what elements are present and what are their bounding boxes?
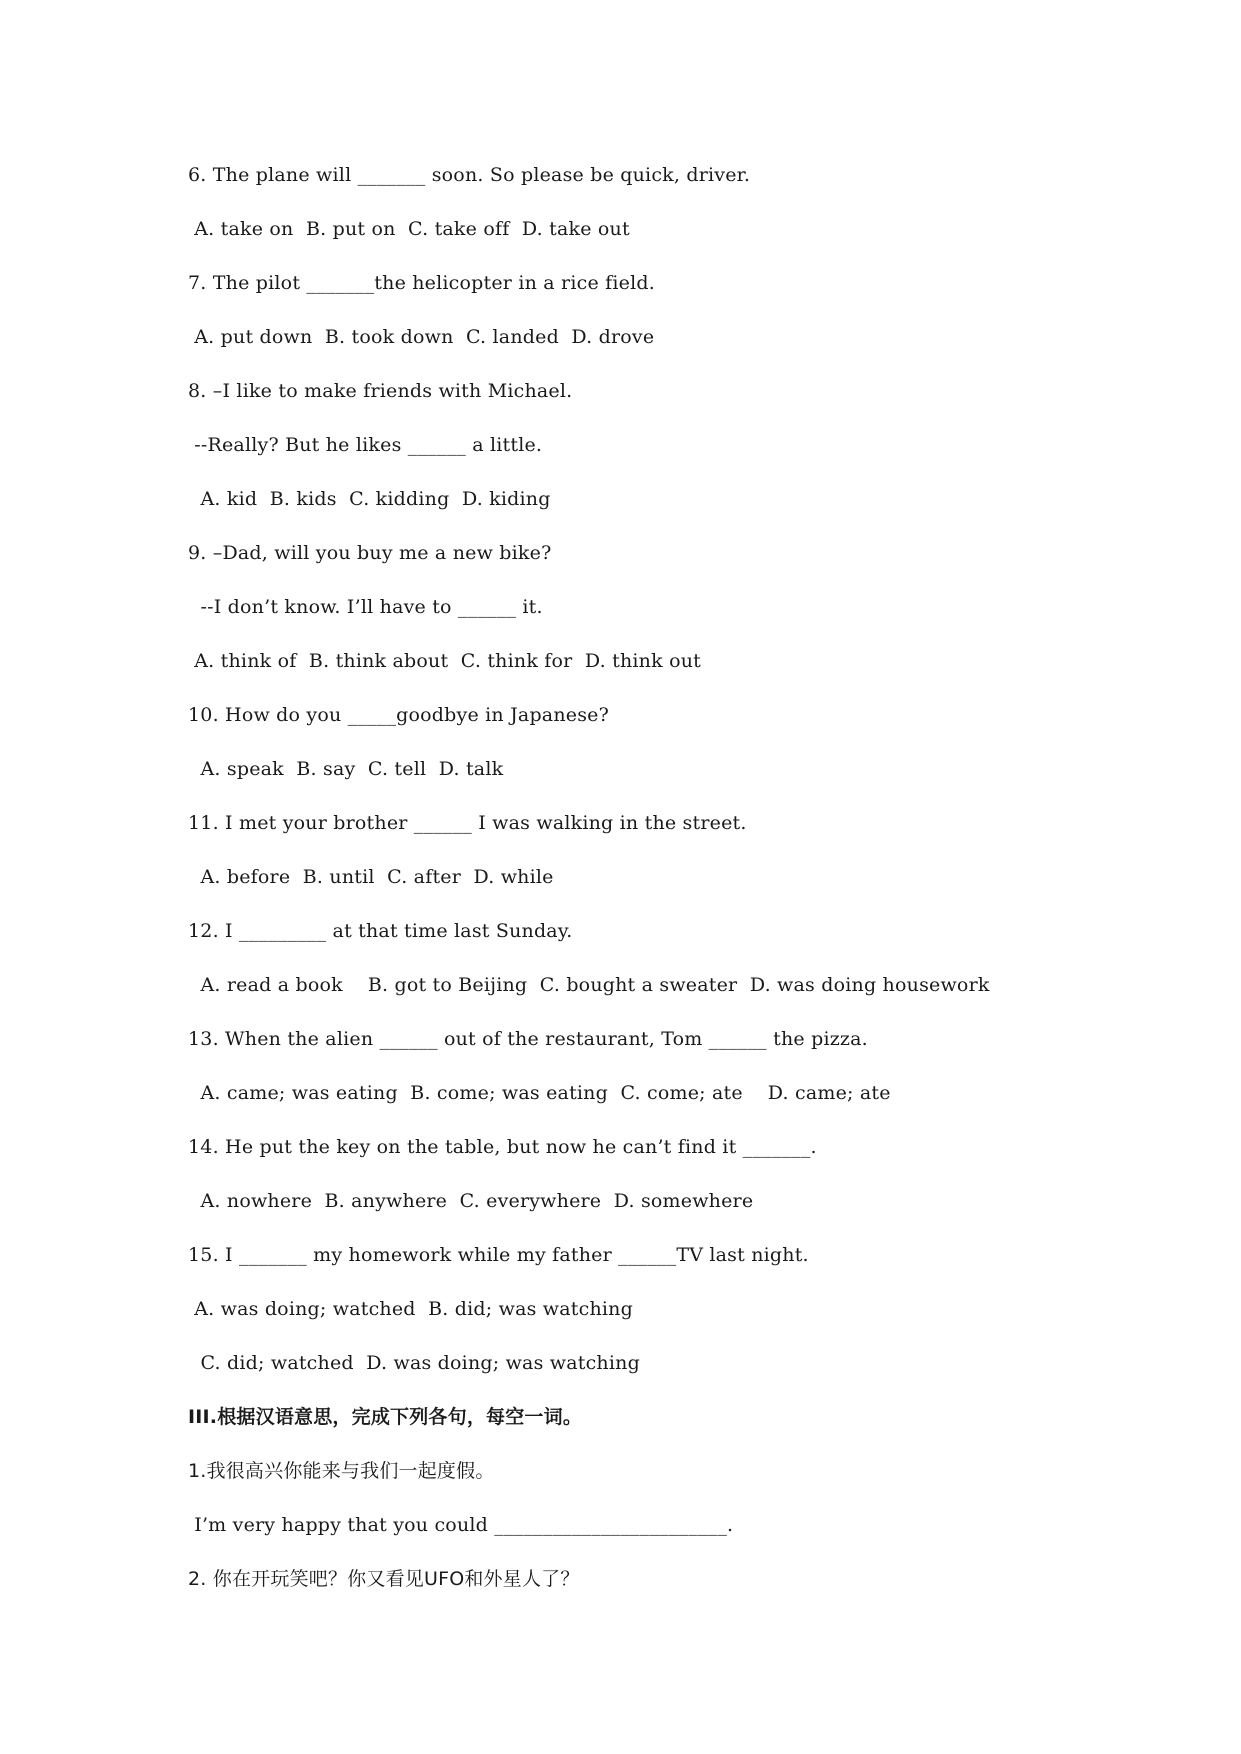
question-9-options: A. think of B. think about C. think for D. think out <box>188 650 701 672</box>
question-14-options: A. nowhere B. anywhere C. everywhere D. somewhere <box>188 1190 754 1212</box>
translation-1-english: I’m very happy that you could ________________________. <box>188 1514 734 1536</box>
question-8-options: A. kid B. kids C. kidding D. kiding <box>188 488 551 510</box>
question-9-reply: --I don’t know. I’ll have to ______ it. <box>188 596 543 618</box>
question-15: 15. I _______ my homework while my father ______TV last night. <box>188 1244 809 1266</box>
question-10-options: A. speak B. say C. tell D. talk <box>188 758 504 780</box>
section-iii-heading: III.根据汉语意思，完成下列各句，每空一词。 <box>188 1406 583 1428</box>
question-10: 10. How do you _____goodbye in Japanese? <box>188 704 609 726</box>
question-14: 14. He put the key on the table, but now he can’t find it _______. <box>188 1136 817 1158</box>
question-8-reply: --Really? But he likes ______ a little. <box>188 434 543 456</box>
question-7: 7. The pilot _______the helicopter in a rice field. <box>188 272 655 294</box>
question-11: 11. I met your brother ______ I was walking in the street. <box>188 812 747 834</box>
translation-2-chinese: 2. 你在开玩笑吧？你又看见UFO和外星人了？ <box>188 1568 580 1590</box>
question-7-options: A. put down B. took down C. landed D. drove <box>188 326 655 348</box>
question-11-options: A. before B. until C. after D. while <box>188 866 554 888</box>
question-8: 8. –I like to make friends with Michael. <box>188 380 573 402</box>
question-6-options: A. take on B. put on C. take off D. take out <box>188 218 630 240</box>
question-9: 9. –Dad, will you buy me a new bike? <box>188 542 552 564</box>
question-13: 13. When the alien ______ out of the restaurant, Tom ______ the pizza. <box>188 1028 868 1050</box>
question-15-options-cd: C. did; watched D. was doing; was watching <box>188 1352 640 1374</box>
question-12-options: A. read a book B. got to Beijing C. bought a sweater D. was doing housework <box>188 974 990 996</box>
question-12: 12. I _________ at that time last Sunday. <box>188 920 573 942</box>
question-13-options: A. came; was eating B. come; was eating C. come; ate D. came; ate <box>188 1082 891 1104</box>
question-15-options-ab: A. was doing; watched B. did; was watching <box>188 1298 633 1320</box>
translation-1-chinese: 1.我很高兴你能来与我们一起度假。 <box>188 1460 495 1482</box>
question-6: 6. The plane will _______ soon. So please be quick, driver. <box>188 164 751 186</box>
